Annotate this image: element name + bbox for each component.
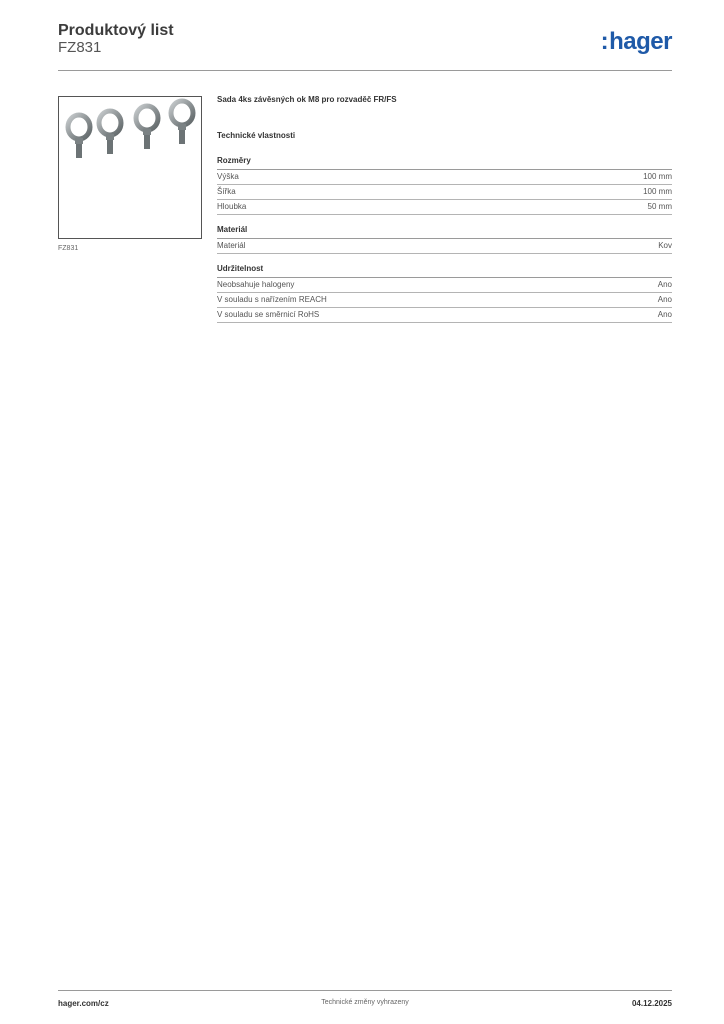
- product-details: [217, 95, 672, 323]
- spec-value: Ano: [657, 280, 672, 289]
- spec-value: Ano: [657, 310, 672, 319]
- product-code: FZ831: [58, 39, 102, 56]
- group-title: Udržitelnost: [217, 264, 672, 278]
- spec-row: [217, 239, 672, 254]
- group-material: [217, 225, 672, 254]
- eye-bolts-image: [59, 97, 201, 238]
- product-description: Sada 4ks závěsných ok M8 pro rozvaděč FR/FS: [217, 95, 397, 104]
- spec-value: 50 mm: [647, 202, 672, 211]
- group-title: Materiál: [217, 225, 672, 239]
- hager-logo: :hager: [600, 28, 672, 55]
- spec-row: [217, 200, 672, 215]
- eye-bolt-3: [136, 106, 158, 149]
- product-image: [58, 96, 202, 239]
- spec-label: V souladu s nařízením REACH: [217, 295, 327, 304]
- spec-value: 100 mm: [643, 187, 672, 196]
- group-sustainability: [217, 264, 672, 323]
- group-dimensions: [217, 156, 672, 215]
- spec-label: V souladu se směrnicí RoHS: [217, 310, 320, 319]
- page-header: [58, 20, 672, 71]
- eye-bolt-1: [68, 115, 90, 158]
- spec-row: [217, 293, 672, 308]
- spec-row: [217, 308, 672, 323]
- spec-label: Materiál: [217, 241, 246, 250]
- spec-label: Neobsahuje halogeny: [217, 280, 295, 289]
- technical-properties-heading: Technické vlastnosti: [217, 131, 296, 140]
- spec-value: Ano: [657, 295, 672, 304]
- spec-label: Výška: [217, 172, 239, 181]
- group-title: Rozměry: [217, 156, 672, 170]
- spec-row: [217, 278, 672, 293]
- page-footer: [58, 990, 672, 1017]
- footer-website-link[interactable]: hager.com/cz: [58, 999, 109, 1008]
- eye-bolt-4: [171, 101, 193, 144]
- logo-text: hager: [609, 28, 672, 55]
- spec-row: [217, 185, 672, 200]
- spec-row: [217, 170, 672, 185]
- spec-label: Šířka: [217, 187, 236, 196]
- spec-value: Kov: [658, 241, 672, 250]
- footer-note: Technické změny vyhrazeny: [321, 999, 409, 1006]
- image-caption: FZ831: [58, 245, 79, 252]
- spec-value: 100 mm: [643, 172, 672, 181]
- eye-bolt-2: [99, 111, 121, 154]
- spec-label: Hloubka: [217, 202, 247, 211]
- footer-date: 04.12.2025: [631, 999, 672, 1008]
- document-title: Produktový list: [58, 22, 174, 39]
